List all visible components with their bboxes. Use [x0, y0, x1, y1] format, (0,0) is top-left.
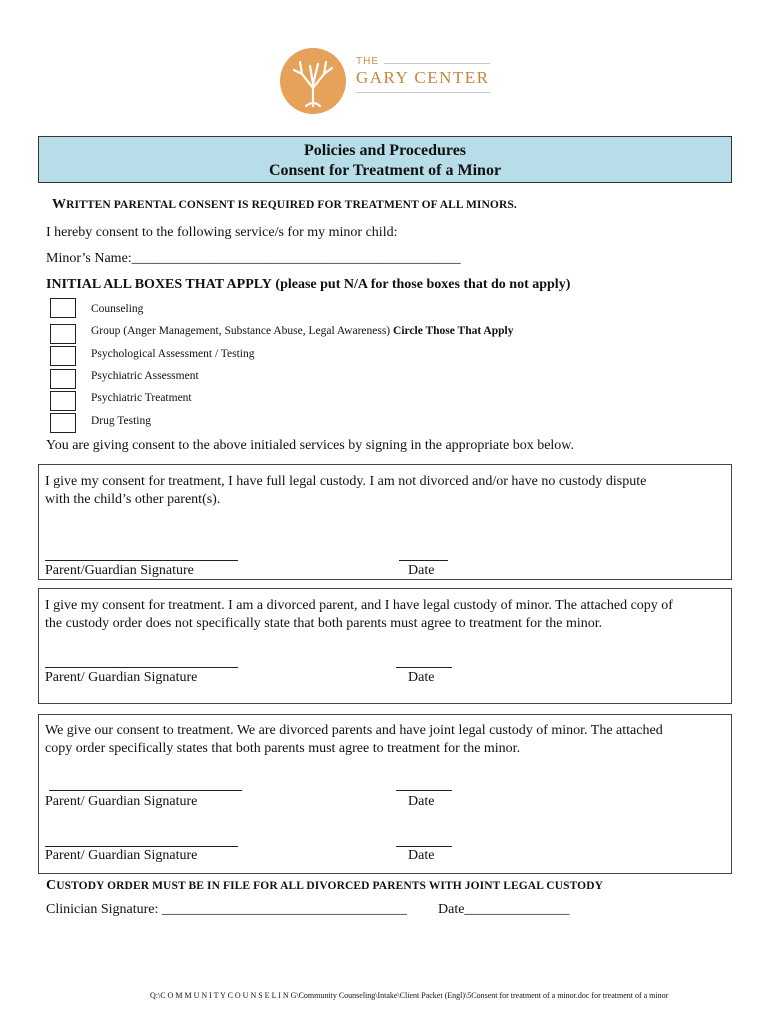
logo-the: THE [356, 56, 379, 67]
consent-panel-joint-custody [38, 714, 732, 874]
service-label: Counseling [91, 303, 144, 315]
footer-path: Q:\C O M M U N I T Y C O U N S E L I N G\Community Counseling\Intake\Client Packet (Engl)\5Consent for treatment of a minor.doc for treatment of a minor [150, 991, 669, 1000]
signature-line[interactable] [45, 667, 238, 668]
date-line[interactable] [399, 560, 448, 561]
minor-name-field[interactable]: Minor’s Name:_______________________________________________ [46, 251, 461, 266]
signature-label: Parent/ Guardian Signature [45, 670, 198, 685]
service-checkbox[interactable] [50, 298, 76, 318]
clinician-date-field[interactable]: Date_______________ [438, 902, 570, 917]
parental-consent-notice: WRITTEN PARENTAL CONSENT IS REQUIRED FOR TREATMENT OF ALL MINORS. [52, 197, 517, 212]
consent-panel-divorced [38, 588, 732, 704]
date-line[interactable] [396, 667, 452, 668]
panel-text: I give my consent for treatment. I am a divorced parent, and I have legal custody of minor. The attached copy of [45, 598, 673, 613]
clinician-signature-field[interactable]: Clinician Signature: ___________________________________ [46, 902, 407, 917]
date-line[interactable] [396, 846, 452, 847]
date-label: Date [408, 670, 435, 685]
page-subtitle: Consent for Treatment of a Minor [268, 162, 502, 179]
service-label: Psychiatric Treatment [91, 392, 192, 404]
initial-instructions: INITIAL ALL BOXES THAT APPLY (please put N/A for those boxes that do not apply) [46, 277, 571, 292]
service-label: Psychiatric Assessment [91, 370, 199, 382]
service-checkbox[interactable] [50, 346, 76, 366]
date-label: Date [408, 848, 435, 863]
giving-consent-text: You are giving consent to the above initialed services by signing in the appropriate box below. [46, 438, 575, 453]
service-checkbox[interactable] [50, 413, 76, 433]
signature-label: Parent/ Guardian Signature [45, 794, 198, 809]
signature-line[interactable] [45, 846, 238, 847]
logo-rule-bottom [356, 92, 490, 93]
panel-text: I give my consent for treatment, I have full legal custody. I am not divorced and/or have no custody dispute [45, 474, 647, 489]
signature-line[interactable] [45, 560, 238, 561]
tree-logo-icon [280, 48, 346, 114]
signature-line[interactable] [49, 790, 242, 791]
consent-panel-full-custody [38, 464, 732, 580]
consent-intro: I hereby consent to the following service/s for my minor child: [46, 225, 398, 240]
logo-rule [384, 63, 490, 64]
title-banner [38, 136, 732, 183]
logo [280, 46, 500, 114]
service-label: Psychological Assessment / Testing [91, 348, 255, 360]
custody-order-notice: CUSTODY ORDER MUST BE IN FILE FOR ALL DIVORCED PARENTS WITH JOINT LEGAL CUSTODY [46, 878, 604, 893]
service-checkbox[interactable] [50, 391, 76, 411]
panel-text: the custody order does not specifically state that both parents must agree to treatment for the minor. [45, 616, 603, 631]
panel-text: We give our consent to treatment. We are divorced parents and have joint legal custody of minor. The attached [45, 723, 663, 738]
panel-text: with the child’s other parent(s). [45, 492, 221, 507]
panel-text: copy order specifically states that both parents must agree to treatment for the minor. [45, 741, 521, 756]
service-checkbox[interactable] [50, 324, 76, 344]
date-label: Date [408, 563, 435, 578]
date-label: Date [408, 794, 435, 809]
date-line[interactable] [396, 790, 452, 791]
service-checkbox[interactable] [50, 369, 76, 389]
logo-name: GARY CENTER [356, 68, 490, 87]
signature-label: Parent/Guardian Signature [45, 563, 194, 578]
service-label: Drug Testing [91, 415, 151, 427]
page-title: Policies and Procedures [303, 142, 467, 159]
service-label: Group (Anger Management, Substance Abuse, Legal Awareness) Circle Those That Apply [91, 325, 514, 337]
signature-label: Parent/ Guardian Signature [45, 848, 198, 863]
